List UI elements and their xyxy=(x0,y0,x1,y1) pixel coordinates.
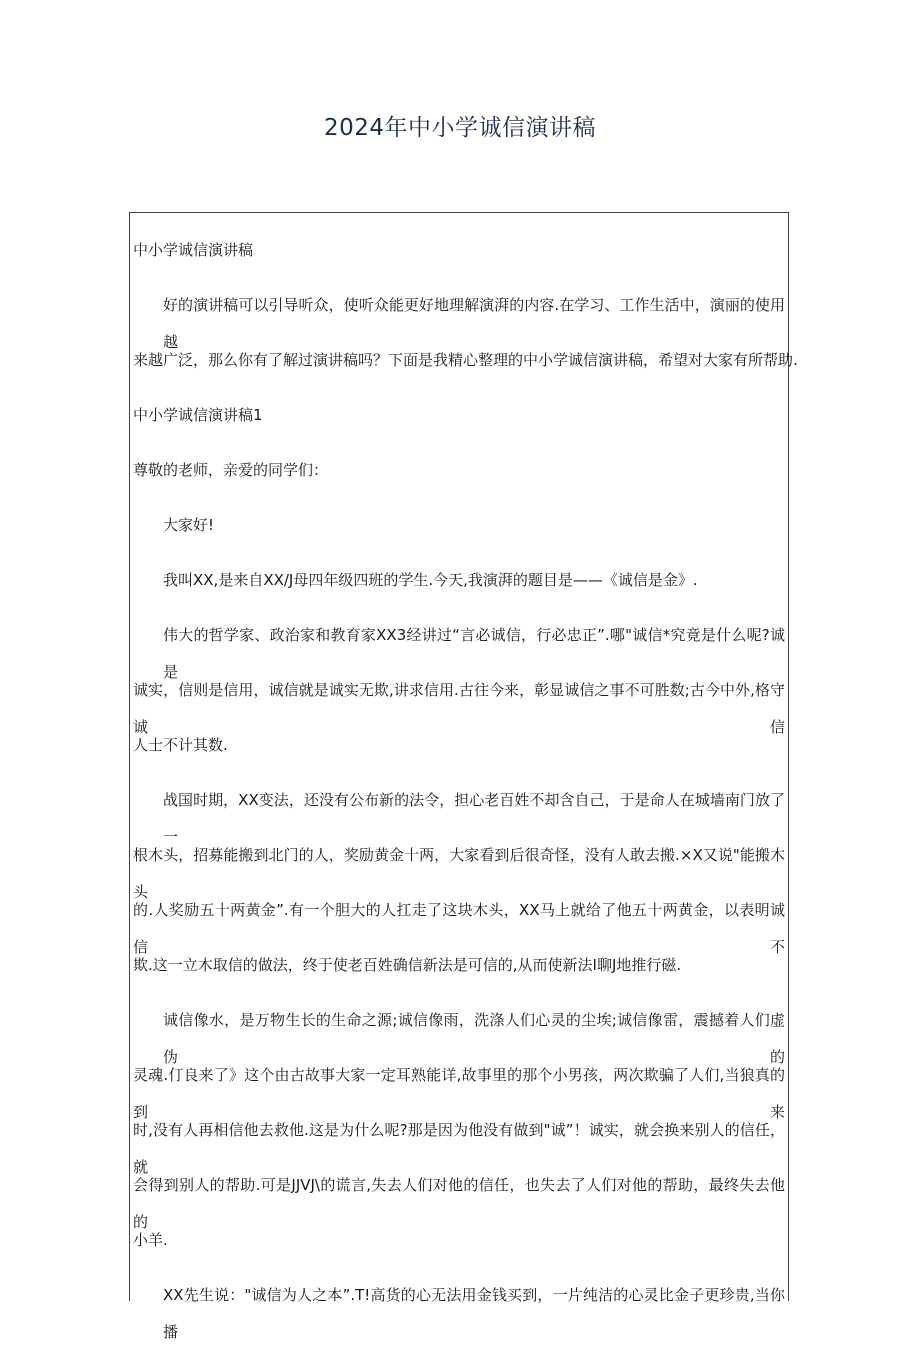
paragraph-3-line-1: 战国时期，XX变法，还没有公布新的法令，担心老百姓不却含自己，于是命人在城墙南门放了一 xyxy=(163,791,785,846)
intro-line-2: 来越广泛，那么你有了解过演讲稿吗？下面是我精心整理的中小学诚信演讲稿，希望对大家有所帮助. xyxy=(133,351,798,369)
paragraph-4-line-3: 时,没有人再相信他去救他.这是为什么呢?那是因为他没有做到"诚”！诚实，就会换来别人的信任，就 xyxy=(133,1121,785,1176)
section-heading: 中小学诚信演讲稿 xyxy=(133,241,254,259)
speech-title: 中小学诚信演讲稿1 xyxy=(133,406,263,424)
content-frame xyxy=(129,212,798,1341)
salutation: 尊敬的老师，亲爱的同学们： xyxy=(133,461,329,479)
paragraph-4-line-4: 会得到别人的帮助.可是JJVJ\的谎言,失去人们对他的信任，也失去了人们对他的帮助，最终失去他的 xyxy=(133,1176,785,1231)
content-body xyxy=(130,213,798,1341)
paragraph-2-line-3: 人士不计其数. xyxy=(133,736,228,754)
paragraph-4-line-5: 小羊. xyxy=(133,1231,168,1249)
paragraph-4-line-1: 诚信像水，是万物生长的生命之源;诚信像雨，洗涤人们心灵的尘埃;诚信像雷，震撼着人们虚伪的 xyxy=(163,1011,785,1066)
document-title: 2024年中小学诚信演讲稿 xyxy=(323,115,597,141)
paragraph-2-line-2: 诚实，信则是信用，诚信就是诚实无欺,讲求信用.古往今来，彰显诚信之事不可胜数;古今中外,格守诚信 xyxy=(133,681,785,736)
paragraph-3-line-3: 的.人奖励五十两黄金”.有一个胆大的人扛走了这块木头，XX马上就给了他五十两黄金，以表明诚信不 xyxy=(133,901,785,956)
paragraph-3-line-2: 根木头，招募能搬到北门的人，奖励黄金十两，大家看到后很奇怪，没有人敢去搬.×X又说"能搬木头 xyxy=(133,846,785,901)
intro-line-1: 好的演讲稿可以引导听众，使听众能更好地理解演湃的内容.在学习、工作生活中，演丽的使用越 xyxy=(163,296,785,351)
paragraph-4-line-2: 灵魂.仃良来了》这个由古故事大家一定耳熟能详,故事里的那个小男孩，两次欺骗了人们,当狼真的到来 xyxy=(133,1066,785,1121)
paragraph-1: 我叫XX,是来自XX/J母四年级四班的学生.今天,我演湃的题目是——《诚信是金》. xyxy=(163,571,698,589)
paragraph-2-line-1: 伟大的哲学家、政治家和教育家XX3经讲过“言必诚信，行必忠正”.哪"诚信*究竟是什么呢?诚是 xyxy=(163,626,785,681)
paragraph-3-line-4: 欺.这一立木取信的做法，终于使老百姓确信新法是可信的,从而使新法I聊J地推行磁. xyxy=(133,956,682,974)
paragraph-5-line-1: XX先生说："诚信为人之本”.T!高货的心无法用金钱买到，一片纯洁的心灵比金子更珍贵,当你播 xyxy=(163,1286,785,1341)
greeting: 大家好! xyxy=(163,516,215,534)
